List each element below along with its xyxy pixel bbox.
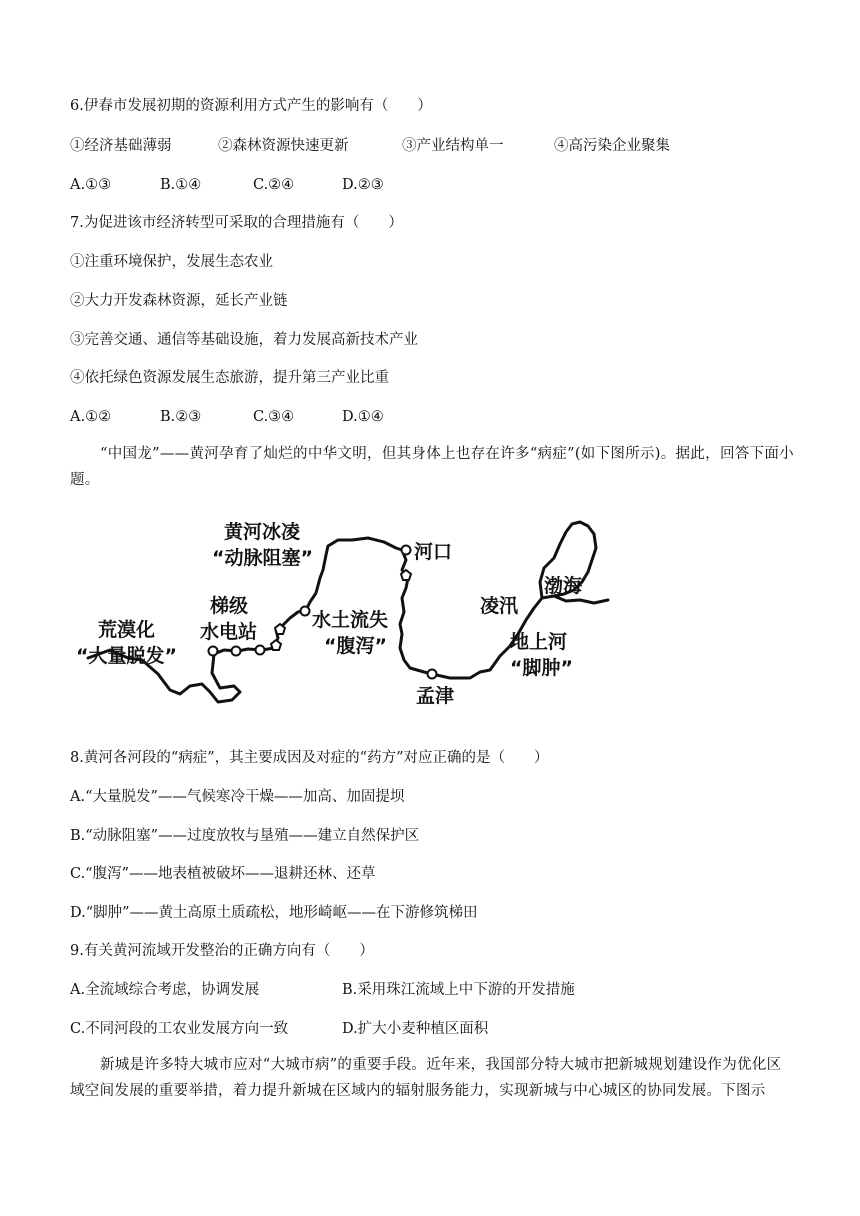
label-desert-1: 荒漠化 (98, 619, 156, 641)
q6-choice-c: C.②④ (253, 177, 295, 193)
q9-stem: 9.有关黄河流域开发整治的正确方向有（ ） (70, 943, 374, 959)
q7-item-3: ③完善交通、通信等基础设施，着力发展高新技术产业 (70, 332, 418, 348)
label-mengjin: 孟津 (416, 685, 455, 707)
q8-stem: 8.黄河各河段的“病症”，其主要成因及对症的“药方”对应正确的是（ ） (70, 750, 549, 766)
label-tiji-1: 梯级 (210, 595, 249, 617)
q7-choice-a: A.①② (70, 409, 112, 425)
soil-erosion-marker (301, 607, 310, 616)
intro-paragraph-new-city: 新城是许多特大城市应对“大城市病”的重要手段。近年来，我国部分特大城市把新城规划建设作为优化区域空间发展的重要举措，着力提升新城在区域内的辐射服务能力，实现新城与中心城区的协同发展。下图示 (70, 1057, 782, 1099)
q6-choices (70, 175, 384, 195)
label-hekou: 河口 (414, 541, 453, 563)
q7-item-4: ④依托绿色资源发展生态旅游，提升第三产业比重 (70, 370, 389, 386)
q6-item-4: ④高污染企业聚集 (554, 138, 670, 154)
label-desert-2: “大量脱发” (76, 645, 177, 667)
q8-option-a: A.“大量脱发”——气候寒冷干燥——加高、加固提坝 (70, 789, 405, 805)
intro-paragraph-yellow-river: “中国龙”——黄河孕育了灿烂的中华文明，但其身体上也存在许多“病症”(如下图所示)。据此，回答下面小题。 (70, 446, 794, 488)
label-bohai: 渤海 (544, 575, 583, 597)
q7-stem: 7.为促进该市经济转型可采取的合理措施有（ ） (70, 215, 403, 231)
q9-option-d: D.扩大小麦种植区面积 (342, 1021, 489, 1037)
q8-option-b: B.“动脉阻塞”——过度放牧与垦殖——建立自然保护区 (70, 828, 420, 844)
q9-options-row-1 (70, 980, 575, 1000)
mengjin-marker (428, 670, 437, 679)
yellow-river-map (70, 508, 630, 730)
q8-option-c: C.“腹泻”——地表植被破坏——退耕还林、还草 (70, 866, 376, 882)
q6-choice-d: D.②③ (342, 177, 384, 193)
q7-choices (70, 407, 384, 427)
hekou-marker (402, 546, 411, 555)
q6-choice-a: A.①③ (70, 177, 112, 193)
dam-marker-5 (209, 647, 218, 656)
label-soil-2: “腹泻” (324, 635, 387, 657)
q6-stem: 6.伊春市发展初期的资源利用方式产生的影响有（ ） (70, 98, 432, 114)
label-raised-1: 地上河 (510, 631, 568, 653)
q7-item-1: ①注重环境保护，发展生态农业 (70, 254, 273, 270)
label-lingxun: 凌汛 (480, 595, 519, 617)
q9-option-c: C.不同河段的工农业发展方向一致 (70, 1021, 289, 1037)
q7-item-2: ②大力开发森林资源，延长产业链 (70, 293, 288, 309)
dam-marker-3 (256, 646, 265, 655)
dam-marker-2 (271, 640, 281, 650)
q6-item-3: ③产业结构单一 (402, 138, 504, 154)
q7-choice-b: B.②③ (160, 409, 202, 425)
q9-option-b: B.采用珠江流域上中下游的开发措施 (342, 982, 575, 998)
dam-marker-4 (232, 647, 241, 656)
label-soil-1: 水土流失 (312, 609, 389, 631)
q8-option-d: D.“脚肿”——黄土高原土质疏松，地形崎岖——在下游修筑梯田 (70, 905, 478, 921)
label-ice-1: 黄河冰凌 (224, 521, 301, 543)
label-tiji-2: 水电站 (200, 621, 258, 643)
q7-choice-c: C.③④ (253, 409, 295, 425)
q9-option-a: A.全流域综合考虑，协调发展 (70, 982, 260, 998)
label-ice-2: “动脉阻塞” (212, 547, 313, 569)
q6-item-1: ①经济基础薄弱 (70, 138, 172, 154)
q6-item-2: ②森林资源快速更新 (218, 138, 349, 154)
q6-items (70, 136, 670, 156)
q6-choice-b: B.①④ (160, 177, 202, 193)
q7-choice-d: D.①④ (342, 409, 384, 425)
label-raised-2: “脚肿” (510, 657, 573, 679)
q9-options-row-2 (70, 1019, 488, 1039)
